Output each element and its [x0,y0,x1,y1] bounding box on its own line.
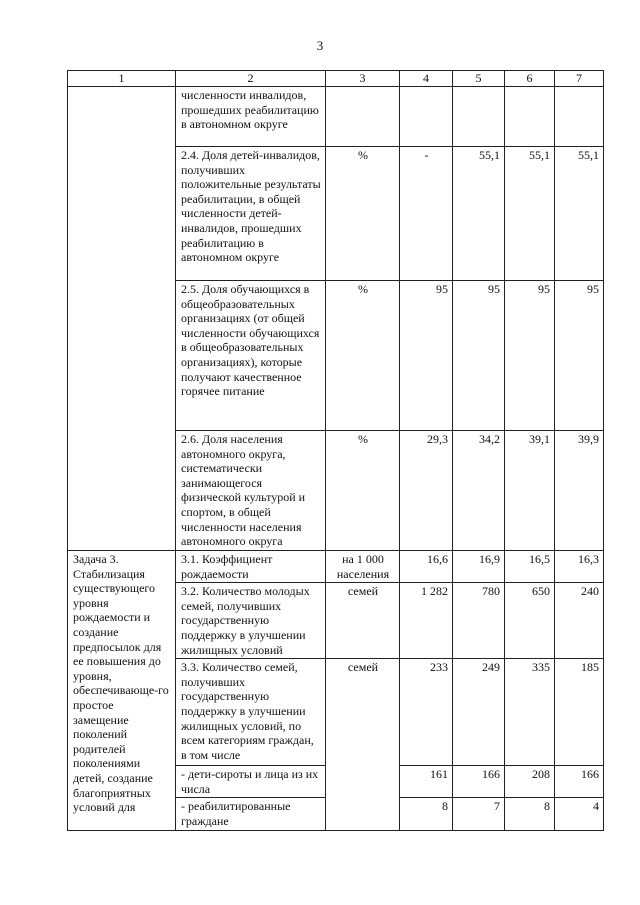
value-cell: 233 [400,659,453,766]
column-header: 5 [453,71,505,87]
value-cell: 55,1 [453,147,505,281]
value-cell: 240 [555,583,604,659]
value-cell: 16,9 [453,551,505,583]
column-header: 1 [68,71,176,87]
indicator-cell: 3.2. Количество молодых семей, получивших государственную поддержку в улучшении жилищных условий [176,583,326,659]
unit-cell: на 1 000 населения [326,551,400,583]
indicator-cell: 2.4. Доля детей-инвалидов, получивших положительные результаты реабилитации, в общей численности детей-инвалидов, прошедших реабилитацию в автономном округе [176,147,326,281]
value-cell: 4 [555,798,604,830]
indicator-cell: численности инвалидов, прошедших реабилитацию в автономном округе [176,87,326,147]
value-cell: 55,1 [505,147,555,281]
value-cell [400,87,453,147]
value-cell [505,87,555,147]
value-cell: 7 [453,798,505,830]
value-cell: 335 [505,659,555,766]
indicator-cell: - реабилитированные граждане [176,798,326,830]
value-cell: 39,9 [555,431,604,551]
table-row [68,551,604,583]
column-header: 6 [505,71,555,87]
value-cell: 16,5 [505,551,555,583]
value-cell: 95 [453,281,505,431]
value-cell: 161 [400,766,453,798]
value-cell: 16,6 [400,551,453,583]
value-cell: - [400,147,453,281]
column-header: 2 [176,71,326,87]
value-cell: 95 [400,281,453,431]
unit-cell: % [326,147,400,281]
column-header: 4 [400,71,453,87]
column-header: 3 [326,71,400,87]
unit-cell: % [326,281,400,431]
indicator-cell: 2.5. Доля обучающихся в общеобразовательных организациях (от общей численности обучающихся в общеобразовательных организациях), которые получают качественное горячее питание [176,281,326,431]
value-cell: 249 [453,659,505,766]
header-row [68,71,604,87]
indicator-cell: 3.3. Количество семей, получивших государственную поддержку в улучшении жилищных условий, по всем категориям граждан, в том числе [176,659,326,766]
page-number: 3 [316,38,324,53]
value-cell: 55,1 [555,147,604,281]
value-cell: 166 [453,766,505,798]
column-header: 7 [555,71,604,87]
value-cell [555,87,604,147]
value-cell [453,87,505,147]
value-cell: 34,2 [453,431,505,551]
value-cell: 1 282 [400,583,453,659]
value-cell: 39,1 [505,431,555,551]
value-cell: 95 [555,281,604,431]
indicator-cell: - дети-сироты и лица из их числа [176,766,326,798]
indicator-cell: 2.6. Доля населения автономного округа, систематически занимающегося физической культурой и спортом, в общей численности населения автономного округа [176,431,326,551]
value-cell: 95 [505,281,555,431]
value-cell: 8 [505,798,555,830]
task-cell: Задача 3. Стабилизация существующего уровня рождаемости и создание предпосылок для ее повышения до уровня, обеспечивающе-го простое замещение поколений родителей поколениями детей, создание благоприятных условий для [68,551,176,831]
value-cell: 208 [505,766,555,798]
value-cell: 780 [453,583,505,659]
value-cell: 16,3 [555,551,604,583]
task-cell [68,87,176,551]
unit-cell: семей [326,659,400,830]
value-cell: 185 [555,659,604,766]
value-cell: 29,3 [400,431,453,551]
unit-cell: % [326,431,400,551]
indicators-table [67,70,604,831]
value-cell: 8 [400,798,453,830]
value-cell: 650 [505,583,555,659]
unit-cell [326,87,400,147]
unit-cell: семей [326,583,400,659]
value-cell: 166 [555,766,604,798]
indicator-cell: 3.1. Коэффициент рождаемости [176,551,326,583]
table-row [68,87,604,147]
